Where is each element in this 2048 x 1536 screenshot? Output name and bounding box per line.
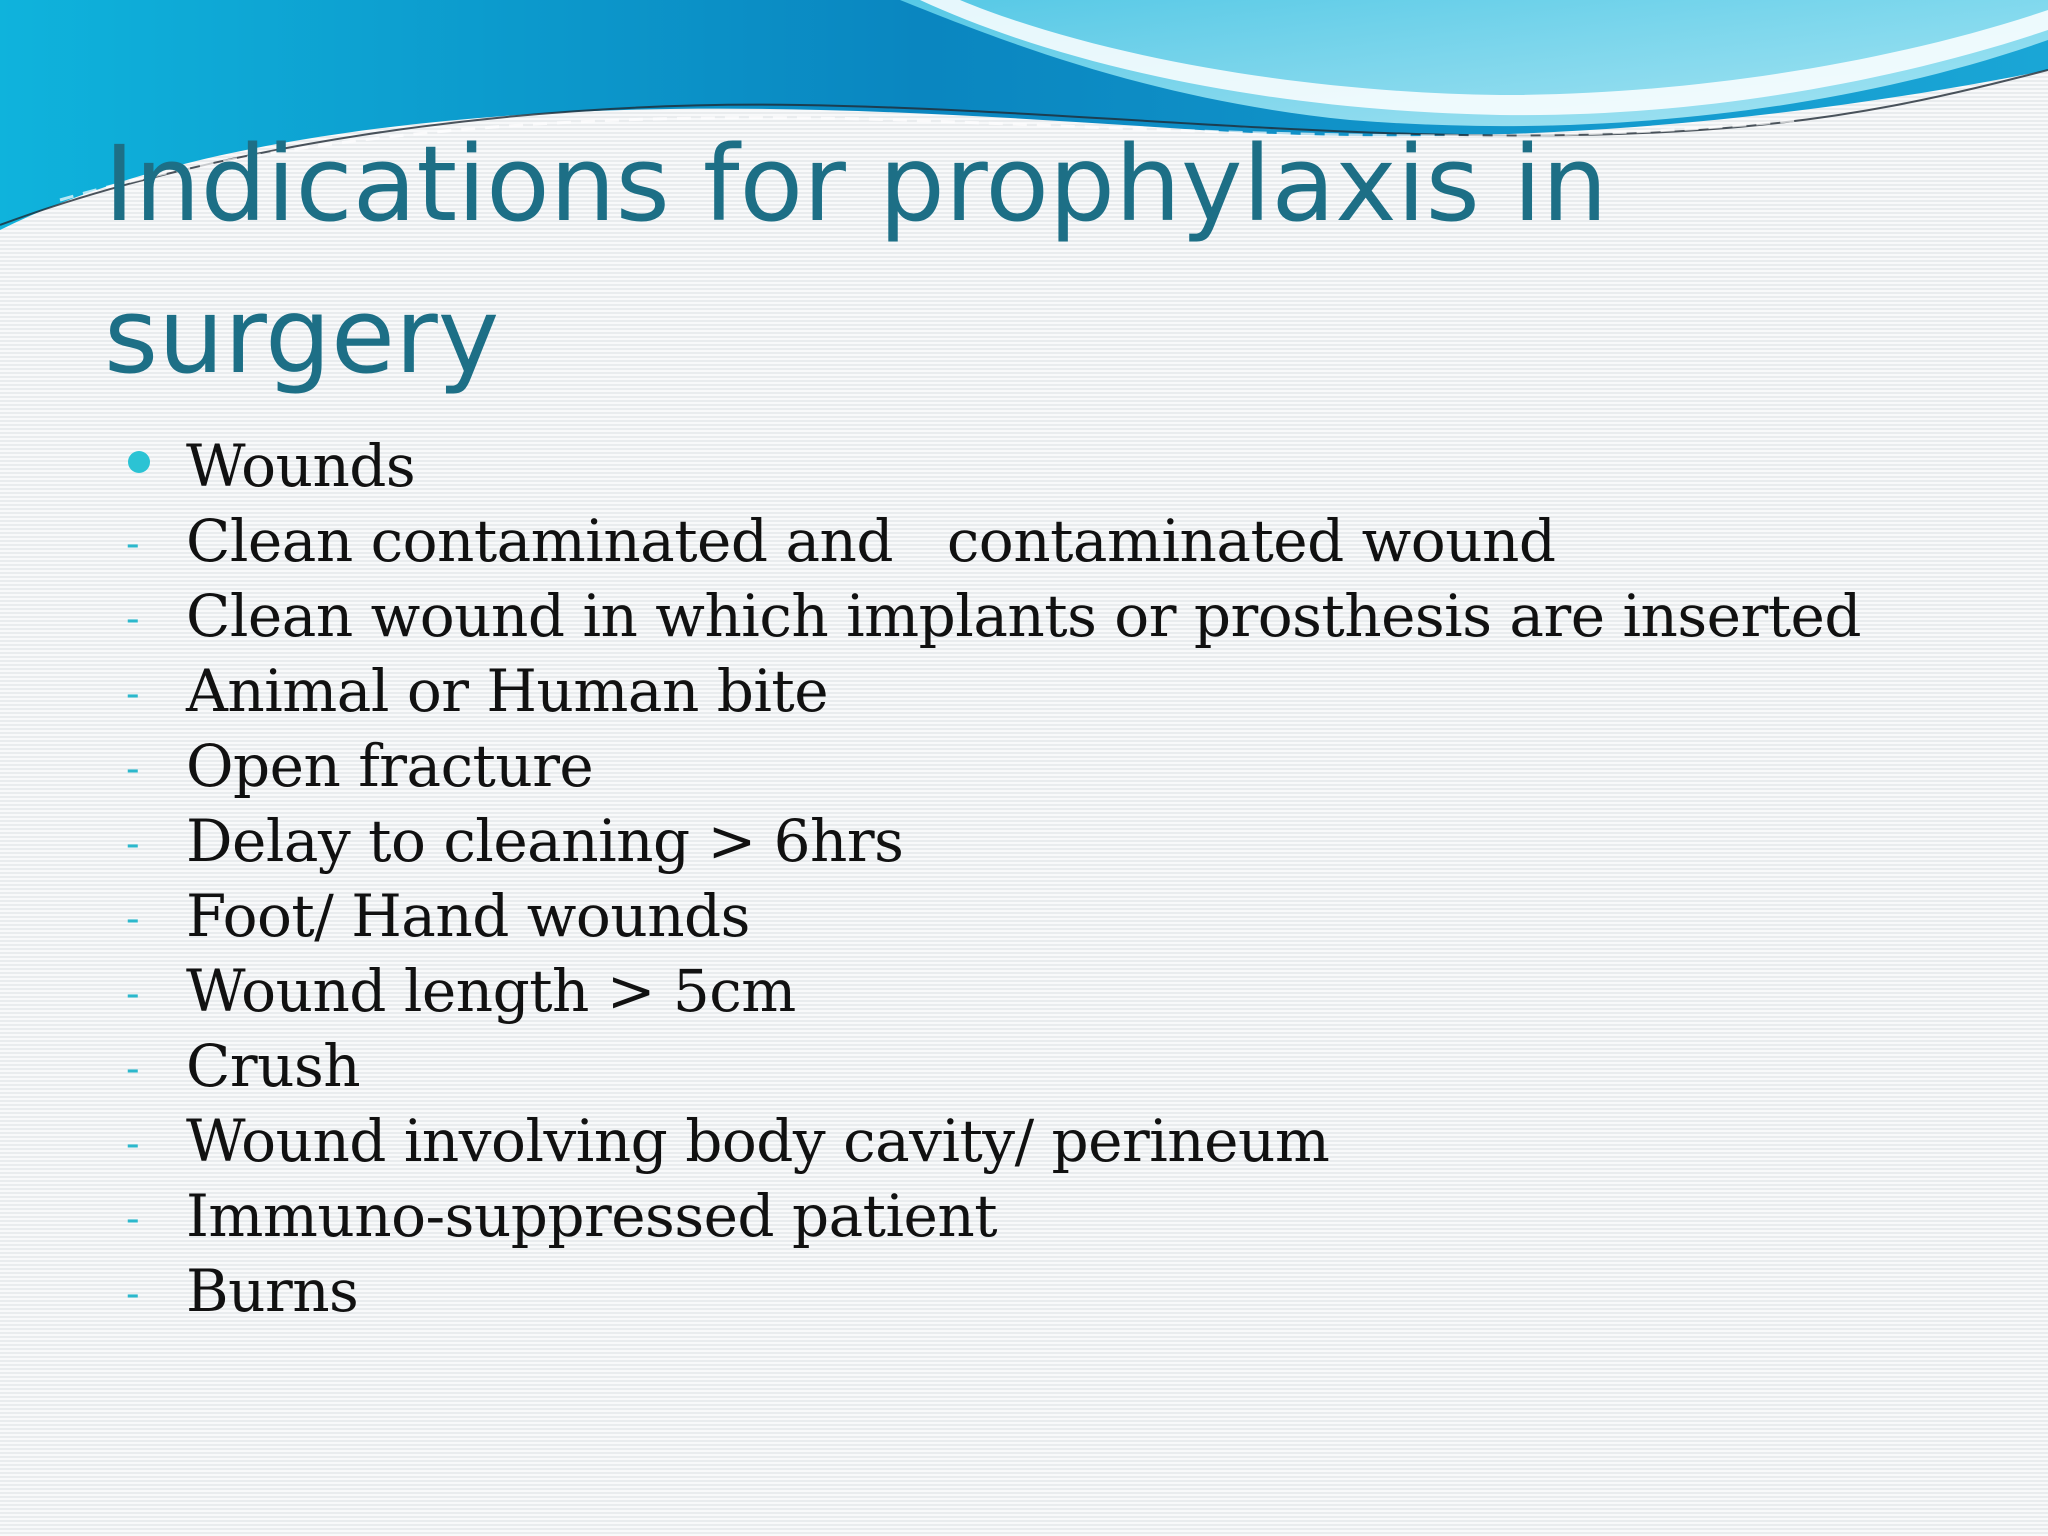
bullet-marker — [124, 953, 174, 1028]
bullet-marker — [124, 1253, 174, 1328]
list-item — [124, 1253, 1924, 1328]
list-item — [124, 578, 1924, 653]
list-item — [124, 1028, 1924, 1103]
list-item-text: Crush — [186, 1031, 361, 1100]
bullet-marker — [124, 1178, 174, 1253]
dash-icon: - — [126, 1045, 140, 1092]
bullet-marker — [124, 803, 174, 878]
bullet-list — [124, 428, 1924, 1328]
dash-icon: - — [126, 1270, 140, 1317]
bullet-marker — [124, 503, 174, 578]
list-item-text: Foot/ Hand wounds — [186, 881, 750, 950]
dash-icon: - — [126, 595, 140, 642]
list-item — [124, 503, 1924, 578]
dash-icon: - — [126, 820, 140, 867]
dash-icon: - — [126, 520, 140, 567]
list-item — [124, 728, 1924, 803]
dash-icon: - — [126, 670, 140, 717]
bullet-dot-icon — [128, 451, 150, 473]
dash-icon: - — [126, 745, 140, 792]
list-item — [124, 803, 1924, 878]
list-item-text: Immuno-suppressed patient — [186, 1181, 998, 1250]
list-item — [124, 878, 1924, 953]
list-item-text: Animal or Human bite — [186, 656, 829, 725]
list-item — [124, 428, 1924, 503]
list-item — [124, 1103, 1924, 1178]
dash-icon: - — [126, 1120, 140, 1167]
dash-icon: - — [126, 970, 140, 1017]
list-item-text: Wound involving body cavity/ perineum — [186, 1106, 1330, 1175]
list-item-text: Open fracture — [186, 731, 594, 800]
bullet-marker — [124, 578, 174, 653]
slide-title: Indications for prophylaxis in surgery — [104, 123, 1608, 397]
bullet-marker — [124, 728, 174, 803]
bullet-marker — [124, 428, 174, 503]
list-item-text: Delay to cleaning > 6hrs — [186, 806, 904, 875]
bullet-marker — [124, 1103, 174, 1178]
list-item — [124, 1178, 1924, 1253]
list-item — [124, 953, 1924, 1028]
bullet-marker — [124, 653, 174, 728]
bullet-marker — [124, 878, 174, 953]
list-item-text: Wounds — [186, 431, 416, 500]
dash-icon: - — [126, 895, 140, 942]
list-item — [124, 653, 1924, 728]
list-item-text: Clean contaminated and contaminated wound — [186, 506, 1556, 575]
list-item-text: Clean wound in which implants or prosthesis are inserted — [186, 581, 1861, 650]
dash-icon: - — [126, 1195, 140, 1242]
list-item-text: Wound length > 5cm — [186, 956, 796, 1025]
list-item-text: Burns — [186, 1256, 359, 1325]
bullet-marker — [124, 1028, 174, 1103]
